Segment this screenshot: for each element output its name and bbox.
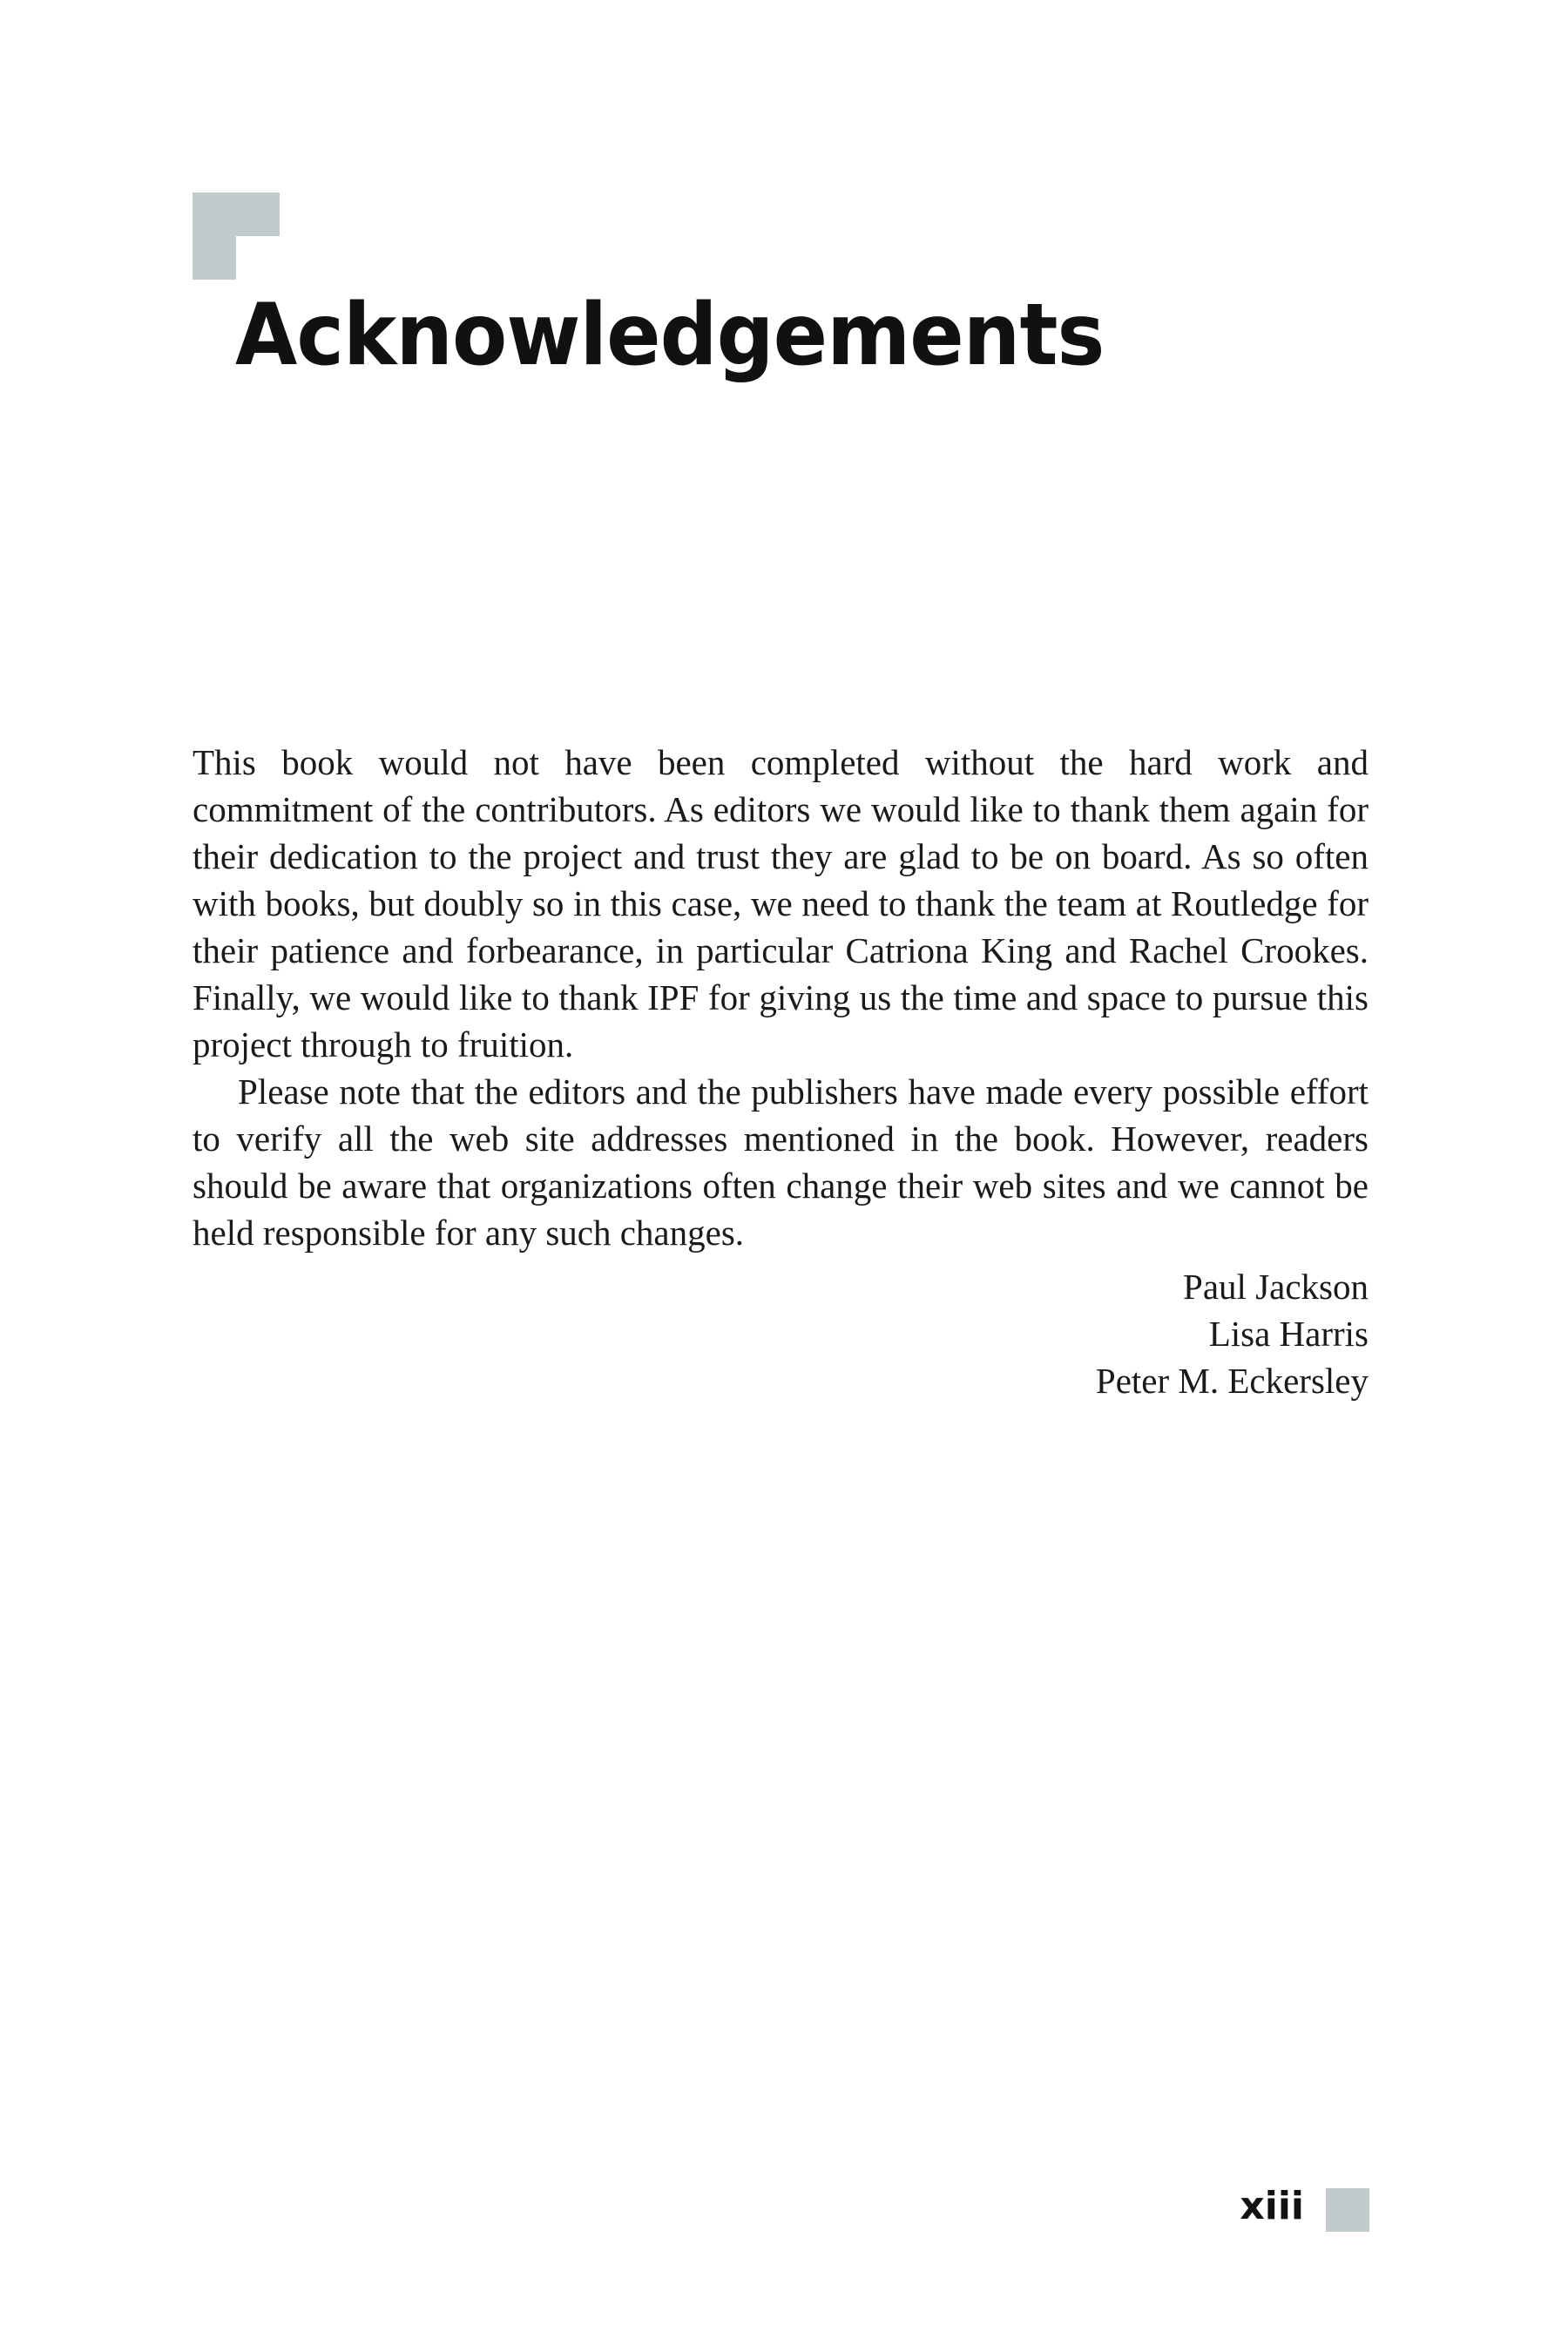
signature-name: Peter M. Eckersley bbox=[1095, 1361, 1369, 1401]
page-title: Acknowledgements bbox=[235, 286, 1105, 385]
chapter-corner-mark bbox=[193, 193, 280, 280]
signature-name: Paul Jackson bbox=[1183, 1267, 1369, 1307]
page-number-marker bbox=[1326, 2188, 1369, 2232]
page-number: xiii bbox=[1240, 2184, 1304, 2228]
signature-name: Lisa Harris bbox=[1208, 1314, 1369, 1354]
corner-mark-left-bar bbox=[193, 193, 236, 280]
body-text bbox=[193, 739, 1369, 1256]
paragraph-1: This book would not have been completed without the hard work and commitment of the contributors. As editors we would like to thank them again for their dedication to the project and trust they are glad to be on board. As so often with books, but doubly so in this case, we need to thank the team at Routledge for their patience and forbearance, in particular Catriona King and Rachel Crookes. Finally, we would like to thank IPF for giving us the time and space to pursue this project through to fruition. bbox=[193, 742, 1369, 1064]
paragraph-2: Please note that the editors and the publishers have made every possible effort to verify all the web site addresses mentioned in the book. However, readers should be aware that organizations often change their web sites and we cannot be held responsible for any such changes. bbox=[193, 1071, 1369, 1253]
signature-block bbox=[193, 1263, 1369, 1404]
